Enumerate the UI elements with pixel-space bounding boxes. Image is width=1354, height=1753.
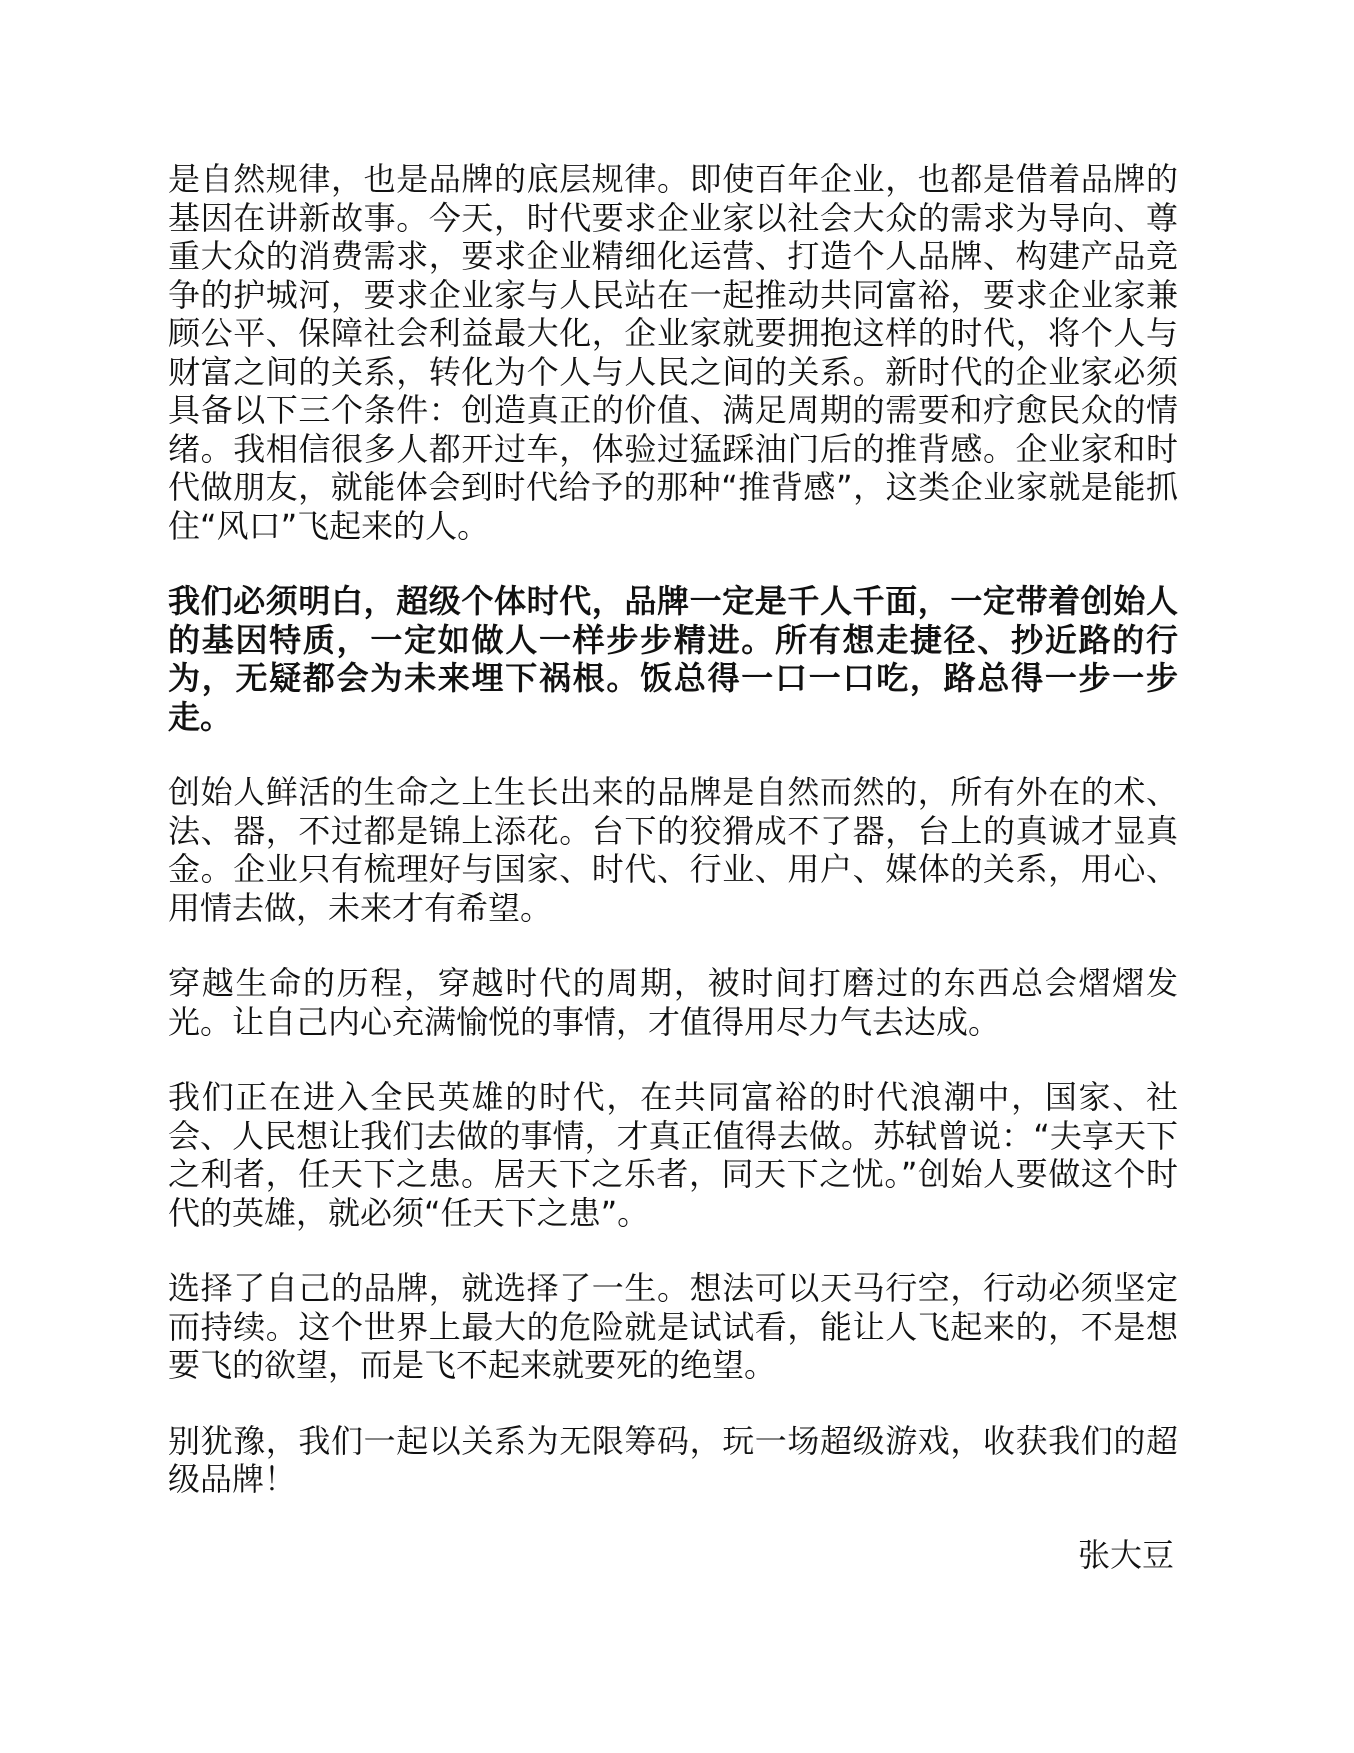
document-page bbox=[168, 160, 1178, 1574]
paragraph-4: 穿越生命的历程，穿越时代的周期，被时间打磨过的东西总会熠熠发光。让自己内心充满愉悦的事情，才值得用尽力气去达成。 bbox=[168, 964, 1178, 1041]
paragraph-7: 别犹豫，我们一起以关系为无限筹码，玩一场超级游戏，收获我们的超级品牌！ bbox=[168, 1421, 1178, 1498]
paragraph-6: 选择了自己的品牌，就选择了一生。想法可以天马行空，行动必须坚定而持续。这个世界上最大的危险就是试试看，能让人飞起来的，不是想要飞的欲望，而是飞不起来就要死的绝望。 bbox=[168, 1269, 1178, 1384]
paragraph-3: 创始人鲜活的生命之上生长出来的品牌是自然而然的，所有外在的术、法、器，不过都是锦上添花。台下的狡猾成不了器，台上的真诚才显真金。企业只有梳理好与国家、时代、行业、用户、媒体的关系，用心、用情去做，未来才有希望。 bbox=[168, 773, 1178, 927]
paragraph-2-bold: 我们必须明白，超级个体时代，品牌一定是千人千面，一定带着创始人的基因特质，一定如做人一样步步精进。所有想走捷径、抄近路的行为，无疑都会为未来埋下祸根。饭总得一口一口吃，路总得一步一步走。 bbox=[168, 582, 1178, 736]
paragraph-5: 我们正在进入全民英雄的时代，在共同富裕的时代浪潮中，国家、社会、人民想让我们去做的事情，才真正值得去做。苏轼曾说：“夫享天下之利者，任天下之患。居天下之乐者，同天下之忧。”创始人要做这个时代的英雄，就必须“任天下之患”。 bbox=[168, 1078, 1178, 1232]
paragraph-1: 是自然规律，也是品牌的底层规律。即使百年企业，也都是借着品牌的基因在讲新故事。今天，时代要求企业家以社会大众的需求为导向、尊重大众的消费需求，要求企业精细化运营、打造个人品牌、构建产品竞争的护城河，要求企业家与人民站在一起推动共同富裕，要求企业家兼顾公平、保障社会利益最大化，企业家就要拥抱这样的时代，将个人与财富之间的关系，转化为个人与人民之间的关系。新时代的企业家必须具备以下三个条件：创造真正的价值、满足周期的需要和疗愈民众的情绪。我相信很多人都开过车，体验过猛踩油门后的推背感。企业家和时代做朋友，就能体会到时代给予的那种“推背感”，这类企业家就是能抓住“风口”飞起来的人。 bbox=[168, 160, 1178, 545]
author-signature: 张大豆 bbox=[1077, 1535, 1174, 1574]
